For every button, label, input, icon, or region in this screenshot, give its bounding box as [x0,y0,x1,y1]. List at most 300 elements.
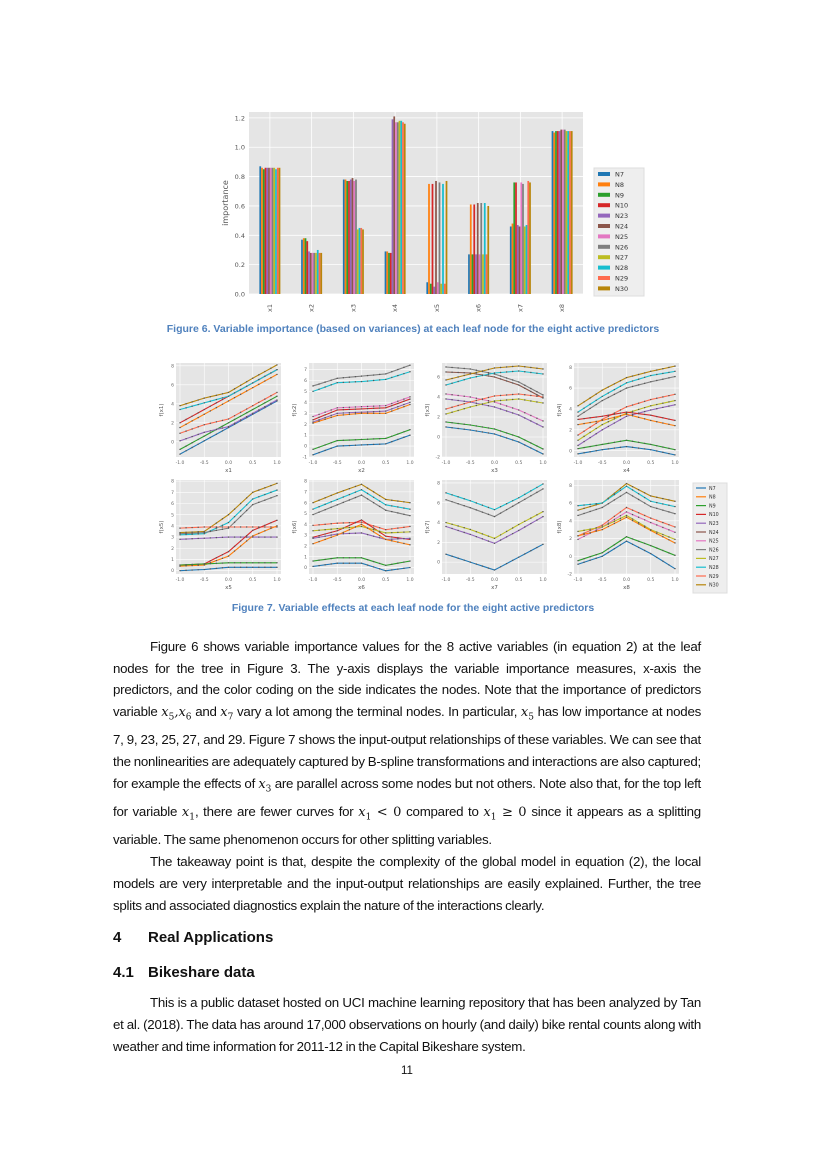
y-tick-label: 1 [304,433,307,439]
y-tick-label: 0 [437,560,440,566]
y-tick-label: 1.2 [234,114,245,123]
bar-N29-x3 [360,228,362,294]
point-marker [662,422,663,423]
point-marker [210,401,211,402]
legend-label-N29: N29 [615,274,629,283]
y-axis-label: f(x3) [425,403,431,417]
point-marker [355,406,356,407]
point-marker [403,401,404,402]
point-marker [488,507,489,508]
panel-x2 [292,363,414,474]
point-marker [246,540,247,541]
point-marker [620,391,621,392]
point-marker [343,414,344,415]
point-marker [674,568,675,569]
point-marker [662,527,663,528]
point-marker [445,421,446,422]
point-marker [312,391,313,392]
bar-N28-x8 [567,131,569,294]
point-marker [463,424,464,425]
point-marker [595,393,596,394]
x-tick-label: 1.0 [406,578,414,583]
point-marker [583,536,584,537]
point-marker [258,489,259,490]
point-marker [367,493,368,494]
point-marker [524,494,525,495]
point-marker [337,492,338,493]
bar-N7-x1 [259,166,261,294]
bar-N9-x2 [305,238,307,294]
point-marker [318,452,319,453]
bar-N26-x7 [522,184,524,294]
point-marker [234,526,235,527]
point-marker [252,382,253,383]
point-marker [270,377,271,378]
point-marker [318,500,319,501]
point-marker [204,537,205,538]
point-marker [650,381,651,382]
point-marker [391,569,392,570]
point-marker [324,535,325,536]
point-marker [595,433,596,434]
point-marker [500,372,501,373]
point-marker [361,524,362,525]
point-marker [337,523,338,524]
point-marker [337,415,338,416]
point-marker [228,514,229,515]
legend-label-N25: N25 [615,232,629,241]
y-axis-label: f(x6) [292,520,298,534]
bar-N10-x2 [306,241,308,294]
point-marker [542,448,543,449]
point-marker [577,424,578,425]
point-marker [355,408,356,409]
x-axis-label: x3 [491,468,498,474]
point-marker [349,527,350,528]
point-marker [518,524,519,525]
point-marker [614,499,615,500]
point-marker [409,544,410,545]
point-marker [324,539,325,540]
point-marker [650,517,651,518]
point-marker [577,509,578,510]
point-marker [191,569,192,570]
point-marker [662,417,663,418]
point-marker [524,385,525,386]
point-marker [228,536,229,537]
point-marker [276,399,277,400]
point-marker [324,529,325,530]
point-marker [674,513,675,514]
point-marker [210,430,211,431]
point-marker [577,440,578,441]
point-marker [500,378,501,379]
point-marker [185,403,186,404]
point-marker [361,489,362,490]
y-tick-label: 8 [171,364,174,370]
point-marker [343,562,344,563]
point-marker [361,484,362,485]
point-marker [185,424,186,425]
point-marker [577,411,578,412]
point-marker [234,522,235,523]
y-tick-label: 2 [171,421,174,427]
point-marker [228,555,229,556]
point-marker [463,505,464,506]
point-marker [258,567,259,568]
point-marker [656,380,657,381]
point-marker [391,436,392,437]
point-marker [197,569,198,570]
point-marker [191,564,192,565]
bar-N28-x3 [359,228,361,294]
text: has low importance at nodes 7, 9, 23, 25, 27, and 29. Figure 7 shows the input-output relationships of these variables. We can see that the nonlinearities are adequately captured by B-spline transformations and interactions are also captured; for example the effects of [113,704,701,791]
point-marker [349,409,350,410]
point-marker [451,524,452,525]
point-marker [512,439,513,440]
point-marker [349,445,350,446]
point-marker [518,530,519,531]
point-marker [470,424,471,425]
paragraph-figure-discussion [113,636,701,851]
point-marker [361,439,362,440]
y-axis-label: f(x5) [159,520,165,534]
point-marker [379,413,380,414]
point-marker [632,412,633,413]
bar-N30-x5 [446,181,448,294]
point-marker [476,430,477,431]
point-marker [644,377,645,378]
point-marker [318,421,319,422]
point-marker [536,450,537,451]
legend-swatch-N7 [598,172,610,176]
point-marker [276,374,277,375]
point-marker [674,532,675,533]
point-marker [270,399,271,400]
point-marker [656,508,657,509]
point-marker [644,418,645,419]
point-marker [409,398,410,399]
point-marker [506,366,507,367]
point-marker [409,402,410,403]
math-x1: $x_1$ [181,805,195,823]
point-marker [222,393,223,394]
bar-N27-x8 [566,131,568,294]
point-marker [264,499,265,500]
point-marker [276,483,277,484]
point-marker [583,436,584,437]
point-marker [638,442,639,443]
point-marker [276,525,277,526]
point-marker [524,412,525,413]
point-marker [644,519,645,520]
y-tick-label: 0.2 [234,261,245,270]
point-marker [638,493,639,494]
point-marker [518,502,519,503]
point-marker [608,386,609,387]
point-marker [644,497,645,498]
point-marker [542,483,543,484]
bar-N30-x7 [529,182,531,294]
point-marker [614,447,615,448]
point-marker [614,519,615,520]
point-marker [656,404,657,405]
point-marker [500,506,501,507]
point-marker [668,372,669,373]
point-marker [602,449,603,450]
point-marker [577,419,578,420]
x-tick-label: 0.5 [515,461,523,466]
point-marker [656,520,657,521]
point-marker [589,397,590,398]
point-marker [632,489,633,490]
point-marker [662,446,663,447]
x-tick-label: 0.5 [647,461,655,466]
point-marker [312,419,313,420]
point-marker [656,524,657,525]
point-marker [500,395,501,396]
point-marker [589,511,590,512]
y-tick-label: 2 [437,540,440,546]
text: are parallel across some nodes but not others. Note also that, for the top left for variable [113,775,701,820]
point-marker [494,376,495,377]
point-marker [355,526,356,527]
point-marker [330,523,331,524]
point-marker [403,398,404,399]
bar-N8-x8 [553,133,555,294]
point-marker [391,405,392,406]
y-tick-label: 4 [171,524,174,530]
point-marker [373,525,374,526]
point-marker [355,562,356,563]
point-marker [589,506,590,507]
point-marker [595,450,596,451]
point-marker [270,395,271,396]
point-marker [185,438,186,439]
point-marker [252,498,253,499]
point-marker [330,501,331,502]
bar-N30-x1 [279,168,281,294]
bar-N24-x4 [393,116,395,294]
point-marker [608,418,609,419]
point-marker [524,371,525,372]
point-marker [330,534,331,535]
point-marker [542,368,543,369]
point-marker [583,504,584,505]
x-tick-label: -1.0 [573,461,583,466]
point-marker [264,406,265,407]
bar-N26-x3 [355,180,357,294]
legend-label-N29: N29 [709,574,719,580]
y-tick-label: 2 [437,415,440,421]
point-marker [608,426,609,427]
point-marker [530,388,531,389]
point-marker [583,558,584,559]
point-marker [457,423,458,424]
bar-N28-x4 [400,121,402,294]
point-marker [240,516,241,517]
point-marker [662,403,663,404]
point-marker [179,440,180,441]
point-marker [662,503,663,504]
bar-N23-x6 [475,254,477,294]
point-marker [228,400,229,401]
point-marker [409,508,410,509]
point-marker [583,441,584,442]
x-axis-label: x8 [623,585,630,591]
point-marker [197,527,198,528]
point-marker [234,419,235,420]
point-marker [355,486,356,487]
bar-N30-x2 [320,253,322,294]
point-marker [500,566,501,567]
point-marker [650,420,651,421]
point-marker [638,413,639,414]
point-marker [373,502,374,503]
point-marker [463,408,464,409]
bar-N23-x3 [350,180,352,294]
point-marker [234,567,235,568]
paragraph-bikeshare: This is a public dataset hosted on UCI machine learning repository that has been analyzed by Tan et al. (2018). The data has around 17,000 observations on hourly (and daily) bike rental counts along with weather and time information for 2011-12 in the Capital Bikeshare system. [113,995,701,1054]
point-marker [349,529,350,530]
point-marker [650,415,651,416]
point-marker [397,512,398,513]
bar-N10-x8 [557,131,559,294]
point-marker [536,514,537,515]
point-marker [385,499,386,500]
point-marker [644,383,645,384]
point-marker [512,394,513,395]
point-marker [506,432,507,433]
legend-label-N30: N30 [615,284,629,293]
point-marker [524,553,525,554]
point-marker [185,570,186,571]
y-tick-label: 0 [304,566,307,572]
point-marker [204,563,205,564]
point-marker [662,498,663,499]
point-marker [276,364,277,365]
point-marker [343,409,344,410]
point-marker [445,371,446,372]
x-tick-label: 0.0 [357,578,366,583]
x-tick-label: -0.5 [597,578,607,583]
point-marker [457,367,458,368]
y-axis-label: f(x1) [159,403,165,417]
point-marker [650,553,651,554]
point-marker [500,375,501,376]
point-marker [608,498,609,499]
point-marker [204,435,205,436]
point-marker [409,396,410,397]
point-marker [258,562,259,563]
point-marker [409,560,410,561]
point-marker [620,447,621,448]
point-marker [589,556,590,557]
point-marker [234,508,235,509]
math-x5: $x_5$ [161,705,175,723]
point-marker [668,524,669,525]
point-marker [343,377,344,378]
point-marker [246,412,247,413]
point-marker [240,394,241,395]
bar-N29-x8 [569,131,571,294]
point-marker [337,413,338,414]
point-marker [197,426,198,427]
point-marker [650,495,651,496]
x-tick-label: 0.5 [647,578,655,583]
point-marker [191,527,192,528]
legend [693,483,727,593]
point-marker [367,498,368,499]
point-marker [397,406,398,407]
point-marker [349,381,350,382]
point-marker [662,534,663,535]
point-marker [620,540,621,541]
point-marker [668,377,669,378]
point-marker [626,486,627,487]
point-marker [252,562,253,563]
point-marker [656,557,657,558]
legend-swatch-N24 [598,224,610,228]
point-marker [602,420,603,421]
point-marker [577,531,578,532]
point-marker [626,446,627,447]
point-marker [620,490,621,491]
point-marker [463,396,464,397]
point-marker [602,389,603,390]
point-marker [216,429,217,430]
point-marker [252,409,253,410]
point-marker [530,550,531,551]
point-marker [330,532,331,533]
point-marker [638,384,639,385]
point-marker [179,527,180,528]
point-marker [589,530,590,531]
point-marker [397,568,398,569]
point-marker [367,523,368,524]
point-marker [391,408,392,409]
bar-N29-x1 [277,168,279,294]
point-marker [530,415,531,416]
point-marker [197,417,198,418]
bar-N24-x3 [352,178,354,294]
point-marker [191,447,192,448]
point-marker [620,380,621,381]
bar-N25-x4 [395,122,397,294]
point-marker [355,376,356,377]
bar-N25-x2 [312,253,314,294]
point-marker [512,506,513,507]
point-marker [197,412,198,413]
bar-N9-x3 [346,181,348,294]
point-marker [197,399,198,400]
point-marker [632,441,633,442]
point-marker [264,567,265,568]
point-marker [210,531,211,532]
point-marker [542,402,543,403]
point-marker [500,512,501,513]
point-marker [577,448,578,449]
point-marker [270,522,271,523]
point-marker [379,443,380,444]
point-marker [512,533,513,534]
point-marker [204,440,205,441]
point-marker [204,432,205,433]
point-marker [638,447,639,448]
point-marker [620,544,621,545]
point-marker [385,413,386,414]
point-marker [222,562,223,563]
